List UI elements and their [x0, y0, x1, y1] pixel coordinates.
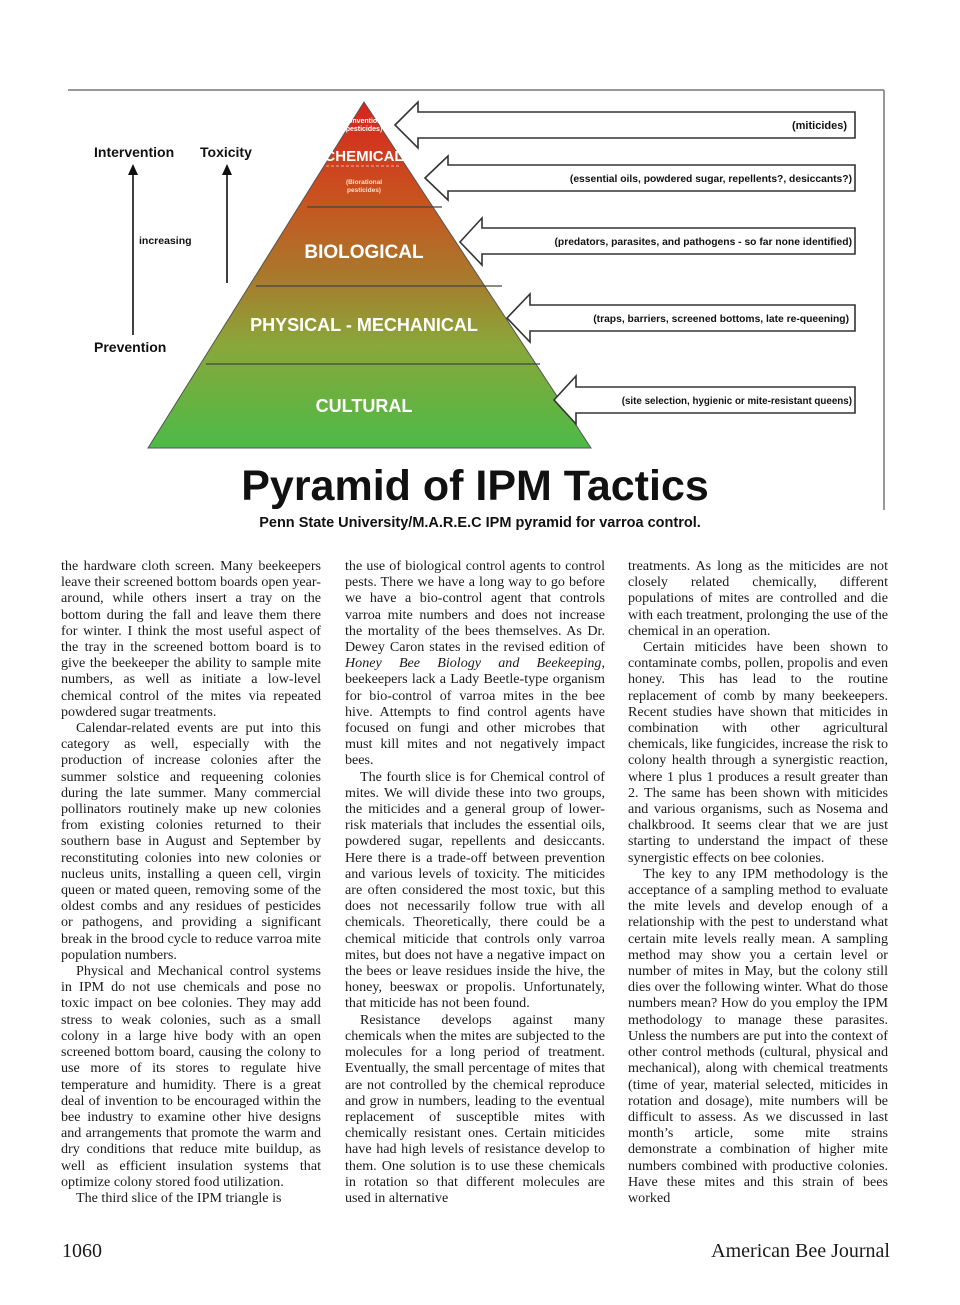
paragraph: Calendar-related events are put into this category as well, especially with the production of increase colonies after the summer solstice and requeening colonies during the late summer. Many commercial pollinators routinely make up new colonies from existing colonies returned to their southern base in August and September by reconstituting colonies into new colonies or nucleus units, installing a queen cell, virgin queen or mated queen, removing some of the oldest combs and any residues of pesticides or pathogens, and providing a significant break in the brood cycle to reduce varroa mite population numbers. — [61, 720, 321, 963]
figure-caption: Penn State University/M.A.R.E.C IPM pyramid for varroa control. — [259, 515, 701, 531]
tier-sublabel-conventional-2: pesticides) — [345, 126, 383, 133]
paragraph-text: the use of biological control agents to control pests. There we have a long way to go before we have a bio-control agent that controls varroa mite numbers and does not increase the mortality of the bees themselves. As Dr. Dewey Caron states in the revised edition of — [345, 558, 605, 656]
paragraph: Physical and Mechanical control systems in IPM do not use chemicals and pose no toxic impact on bee colonies. They may add stress to weak colonies, such as a small colony in a large hive body with an open screened bottom board, causing the colony to use more of its stores to regulate hive temperature and humidity. There is a great deal of invention to be encouraged within the bee industry to examine other hive designs and arrangements that promote the warm and dry conditions that reduce mite buildup, as well as efficient insulation systems that optimize colony stored food utilization. — [61, 963, 321, 1190]
paragraph-text: , beekeepers lack a Lady Beetle-type organism for bio-control of varroa mites in the bee hive. Attempts to find control agents have focused on fungi and other microbes that must kill mites and not negatively impact bees. — [345, 655, 605, 769]
arrow-essential-oils — [425, 156, 855, 200]
paragraph: Resistance develops against many chemicals when the mites are subjected to the molecules for a long period of treatment. Eventually, the small percentage of mites that are not controlled by the chemical reproduce and grow in numbers, leading to the eventual replacement of susceptible mites with chemically resistant ones. Certain miticides have had high levels of resistance develop to them. One solution is to use these chemicals in rotation so that different molecules are used in alternative — [345, 1011, 605, 1206]
svg-text:(predators, parasites, and pat: (predators, parasites, and pathogens - so far none identified) — [554, 237, 852, 248]
arrow-traps — [507, 294, 855, 342]
arrow-up-toxicity — [222, 164, 232, 283]
svg-text:(miticides): (miticides) — [791, 120, 847, 132]
journal-name: American Bee Journal — [711, 1240, 890, 1262]
page-number: 1060 — [62, 1240, 102, 1262]
label-prevention: Prevention — [94, 339, 167, 355]
tier-label-cultural: CULTURAL — [315, 396, 413, 416]
arrow-miticides — [395, 102, 855, 148]
figure-title: Pyramid of IPM Tactics — [241, 462, 709, 510]
tier-label-physical-mechanical: PHYSICAL - MECHANICAL — [250, 315, 478, 335]
tier-label-chemical: CHEMICAL — [324, 148, 404, 165]
arrow-site-selection — [554, 376, 855, 424]
tier-sublabel-biorational-2: pesticides) — [347, 187, 381, 194]
label-toxicity: Toxicity — [200, 144, 252, 160]
text-column-1 — [61, 558, 321, 1206]
svg-text:(site selection, hygienic or m: (site selection, hygienic or mite-resistant queens) — [621, 396, 852, 407]
arrow-up-intervention — [128, 164, 138, 335]
tier-label-biological: BIOLOGICAL — [304, 242, 424, 263]
label-intervention: Intervention — [94, 144, 175, 160]
paragraph: the hardware cloth screen. Many beekeepers leave their screened bottom boards open year-around, while others insert a tray on the bottom during the fall and leave them there for winter. I think the most useful aspect of the tray in the screened bottom board is to give the beekeeper the ability to sample mite numbers, as well as initiate a low-level chemical control of the mites via repeated powdered sugar treatments. — [61, 558, 321, 720]
ipm-pyramid-figure — [60, 80, 890, 520]
paragraph — [345, 558, 605, 769]
text-column-3 — [628, 558, 888, 1206]
svg-text:(traps, barriers, screened bot: (traps, barriers, screened bottoms, late re-queening) — [593, 314, 849, 325]
svg-text:(essential oils, powdered suga: (essential oils, powdered sugar, repellents?, desiccants?) — [569, 174, 852, 185]
paragraph: The key to any IPM methodology is the acceptance of a sampling method to evaluate the mite levels and develop enough of a relationship with the pest to understand what certain mite levels really mean. A sampling method may show you a certain level or number of mites in May, but the colony still dies over the following winter. What do those numbers mean? How do you employ the IPM methodology to manage these parasites. Unless the numbers are put into the context of other control methods (cultural, physical and mechanical), along with chemical treatments (time of year, material selected, miticides in rotation and dosage), mite numbers will be difficult to assess. As we discussed in last month’s article, some mite strains demonstrate a combination of higher mite numbers combined with productive colonies. Have these mites and this strain of bees worked — [628, 865, 888, 1206]
paragraph: treatments. As long as the miticides are not closely related chemically, different populations of mites are controlled and die with each treatment, prolonging the use of the chemical in an operation. — [628, 558, 888, 639]
tier-sublabel-biorational: (Biorational — [345, 179, 383, 186]
book-title: Honey Bee Biology and Beekeeping — [345, 655, 602, 672]
paragraph: Certain miticides have been shown to contaminate combs, pollen, propolis and even honey. This has lead to the routine replacement of comb by many beekeepers. Recent studies have shown that miticides in combination with other agricultural chemicals, like fungicides, increase the risk to colony health through a synergistic reaction, where 1 plus 1 produces a result greater than 2. The same has been shown with miticides and various organisms, such as Nosema and chalkbrood. It seems clear that we are just starting to understand the impact of these synergistic effects on bee colonies. — [628, 639, 888, 866]
arrow-predators — [460, 218, 855, 265]
tier-sublabel-conventional: (Conventional — [340, 118, 388, 125]
text-column-2 — [345, 558, 605, 1206]
paragraph: The fourth slice is for Chemical control of mites. We will divide these into two groups, the miticides and a general group of lower-risk materials that includes the essential oils, powdered sugar, repellents and desiccants. Here there is a trade-off between prevention and various levels of toxicity. The miticides are often considered the most toxic, but this does not necessarily follow true with all chemicals. Theoretically, there could be a chemical miticide that controls only varroa mites, but does not have a negative impact on the bees or leave residues inside the hive, the honey, beeswax or propolis. Unfortunately, that miticide has not been found. — [345, 768, 605, 1012]
label-increasing: increasing — [139, 235, 192, 247]
paragraph: The third slice of the IPM triangle is — [76, 1189, 282, 1206]
